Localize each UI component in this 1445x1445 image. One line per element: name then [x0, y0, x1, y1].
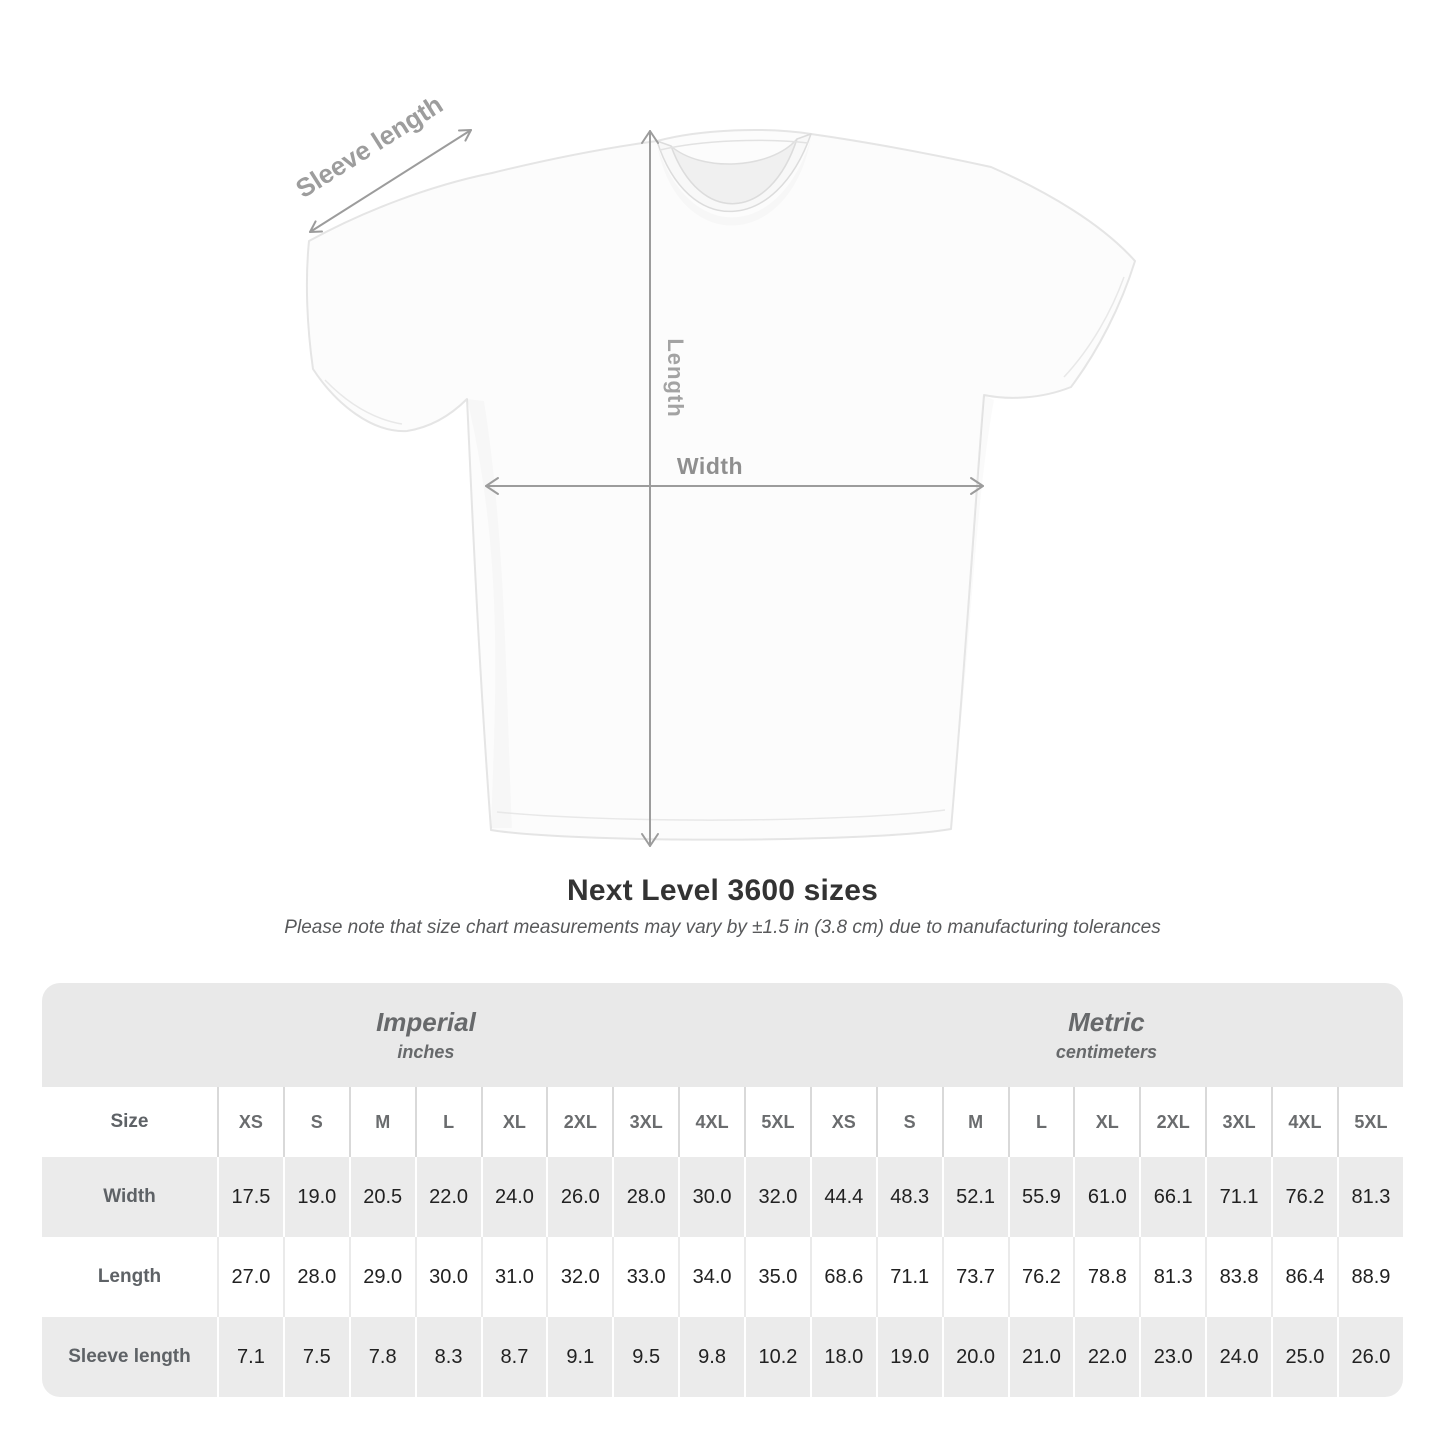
value-cell: 48.3 — [876, 1157, 942, 1237]
size-column-header: 2XL — [546, 1087, 612, 1157]
length-label: Length — [663, 338, 688, 418]
value-cell: 20.0 — [942, 1317, 1008, 1397]
size-column-header: M — [942, 1087, 1008, 1157]
value-cell: 9.8 — [678, 1317, 744, 1397]
value-cell: 10.2 — [744, 1317, 810, 1397]
value-cell: 76.2 — [1271, 1157, 1337, 1237]
value-cell: 7.1 — [217, 1317, 283, 1397]
value-cell: 8.3 — [415, 1317, 481, 1397]
value-cell: 68.6 — [810, 1237, 876, 1317]
value-cell: 22.0 — [415, 1157, 481, 1237]
value-cell: 35.0 — [744, 1237, 810, 1317]
value-cell: 88.9 — [1337, 1237, 1403, 1317]
size-column-header: 2XL — [1139, 1087, 1205, 1157]
value-cell: 78.8 — [1073, 1237, 1139, 1317]
tolerance-note: Please note that size chart measurements may vary by ±1.5 in (3.8 cm) due to manufacturing tolerances — [284, 917, 1161, 938]
value-cell: 52.1 — [942, 1157, 1008, 1237]
value-cell: 86.4 — [1271, 1237, 1337, 1317]
value-cell: 27.0 — [217, 1237, 283, 1317]
page-title: Next Level 3600 sizes — [566, 874, 879, 907]
value-cell: 32.0 — [744, 1157, 810, 1237]
value-cell: 20.5 — [349, 1157, 415, 1237]
value-cell: 76.2 — [1008, 1237, 1074, 1317]
size-header-row — [42, 1087, 1403, 1157]
value-cell: 81.3 — [1337, 1157, 1403, 1237]
size-table — [42, 983, 1403, 1397]
value-cell: 24.0 — [1205, 1317, 1271, 1397]
value-cell: 81.3 — [1139, 1237, 1205, 1317]
metric-group-name: Metric — [1068, 1006, 1145, 1037]
value-cell: 26.0 — [546, 1157, 612, 1237]
size-column-header: 3XL — [612, 1087, 678, 1157]
size-column-header: 5XL — [1337, 1087, 1403, 1157]
value-cell: 34.0 — [678, 1237, 744, 1317]
unit-group-row — [42, 983, 1403, 1087]
row-label: Sleeve length — [42, 1317, 217, 1397]
size-column-header: 3XL — [1205, 1087, 1271, 1157]
measurement-row — [42, 1157, 1403, 1237]
value-cell: 26.0 — [1337, 1317, 1403, 1397]
size-column-header: 4XL — [678, 1087, 744, 1157]
measurement-row — [42, 1317, 1403, 1397]
size-column-header: L — [415, 1087, 481, 1157]
imperial-group-unit: inches — [397, 1042, 455, 1063]
value-cell: 18.0 — [810, 1317, 876, 1397]
value-cell: 24.0 — [481, 1157, 547, 1237]
chart-heading — [0, 874, 1445, 939]
value-cell: 73.7 — [942, 1237, 1008, 1317]
value-cell: 30.0 — [678, 1157, 744, 1237]
value-cell: 83.8 — [1205, 1237, 1271, 1317]
sleeve-length-label: Sleeve length — [290, 88, 449, 204]
measurement-row — [42, 1237, 1403, 1317]
value-cell: 17.5 — [217, 1157, 283, 1237]
size-column-header: M — [349, 1087, 415, 1157]
value-cell: 21.0 — [1008, 1317, 1074, 1397]
tshirt-body — [307, 130, 1135, 840]
width-label: Width — [676, 453, 744, 479]
value-cell: 28.0 — [612, 1157, 678, 1237]
size-column-header: 5XL — [744, 1087, 810, 1157]
size-column-header: XL — [481, 1087, 547, 1157]
value-cell: 66.1 — [1139, 1157, 1205, 1237]
size-column-header: XS — [217, 1087, 283, 1157]
size-column-header: S — [876, 1087, 942, 1157]
value-cell: 55.9 — [1008, 1157, 1074, 1237]
value-cell: 71.1 — [1205, 1157, 1271, 1237]
value-cell: 8.7 — [481, 1317, 547, 1397]
value-cell: 31.0 — [481, 1237, 547, 1317]
size-column-header: 4XL — [1271, 1087, 1337, 1157]
metric-group-header — [810, 983, 1403, 1087]
value-cell: 22.0 — [1073, 1317, 1139, 1397]
size-column-header: XL — [1073, 1087, 1139, 1157]
size-column-header: S — [283, 1087, 349, 1157]
value-cell: 61.0 — [1073, 1157, 1139, 1237]
value-cell: 33.0 — [612, 1237, 678, 1317]
value-cell: 7.5 — [283, 1317, 349, 1397]
value-cell: 71.1 — [876, 1237, 942, 1317]
value-cell: 28.0 — [283, 1237, 349, 1317]
imperial-group-header — [42, 983, 810, 1087]
value-cell: 44.4 — [810, 1157, 876, 1237]
size-column-header: Size — [42, 1087, 217, 1157]
metric-group-unit: centimeters — [1055, 1042, 1157, 1063]
value-cell: 19.0 — [283, 1157, 349, 1237]
row-label: Width — [42, 1157, 217, 1237]
value-cell: 29.0 — [349, 1237, 415, 1317]
value-cell: 25.0 — [1271, 1317, 1337, 1397]
value-cell: 19.0 — [876, 1317, 942, 1397]
value-cell: 9.1 — [546, 1317, 612, 1397]
size-column-header: XS — [810, 1087, 876, 1157]
value-cell: 7.8 — [349, 1317, 415, 1397]
value-cell: 30.0 — [415, 1237, 481, 1317]
value-cell: 23.0 — [1139, 1317, 1205, 1397]
value-cell: 9.5 — [612, 1317, 678, 1397]
size-column-header: L — [1008, 1087, 1074, 1157]
value-cell: 32.0 — [546, 1237, 612, 1317]
imperial-group-name: Imperial — [376, 1006, 476, 1037]
row-label: Length — [42, 1237, 217, 1317]
